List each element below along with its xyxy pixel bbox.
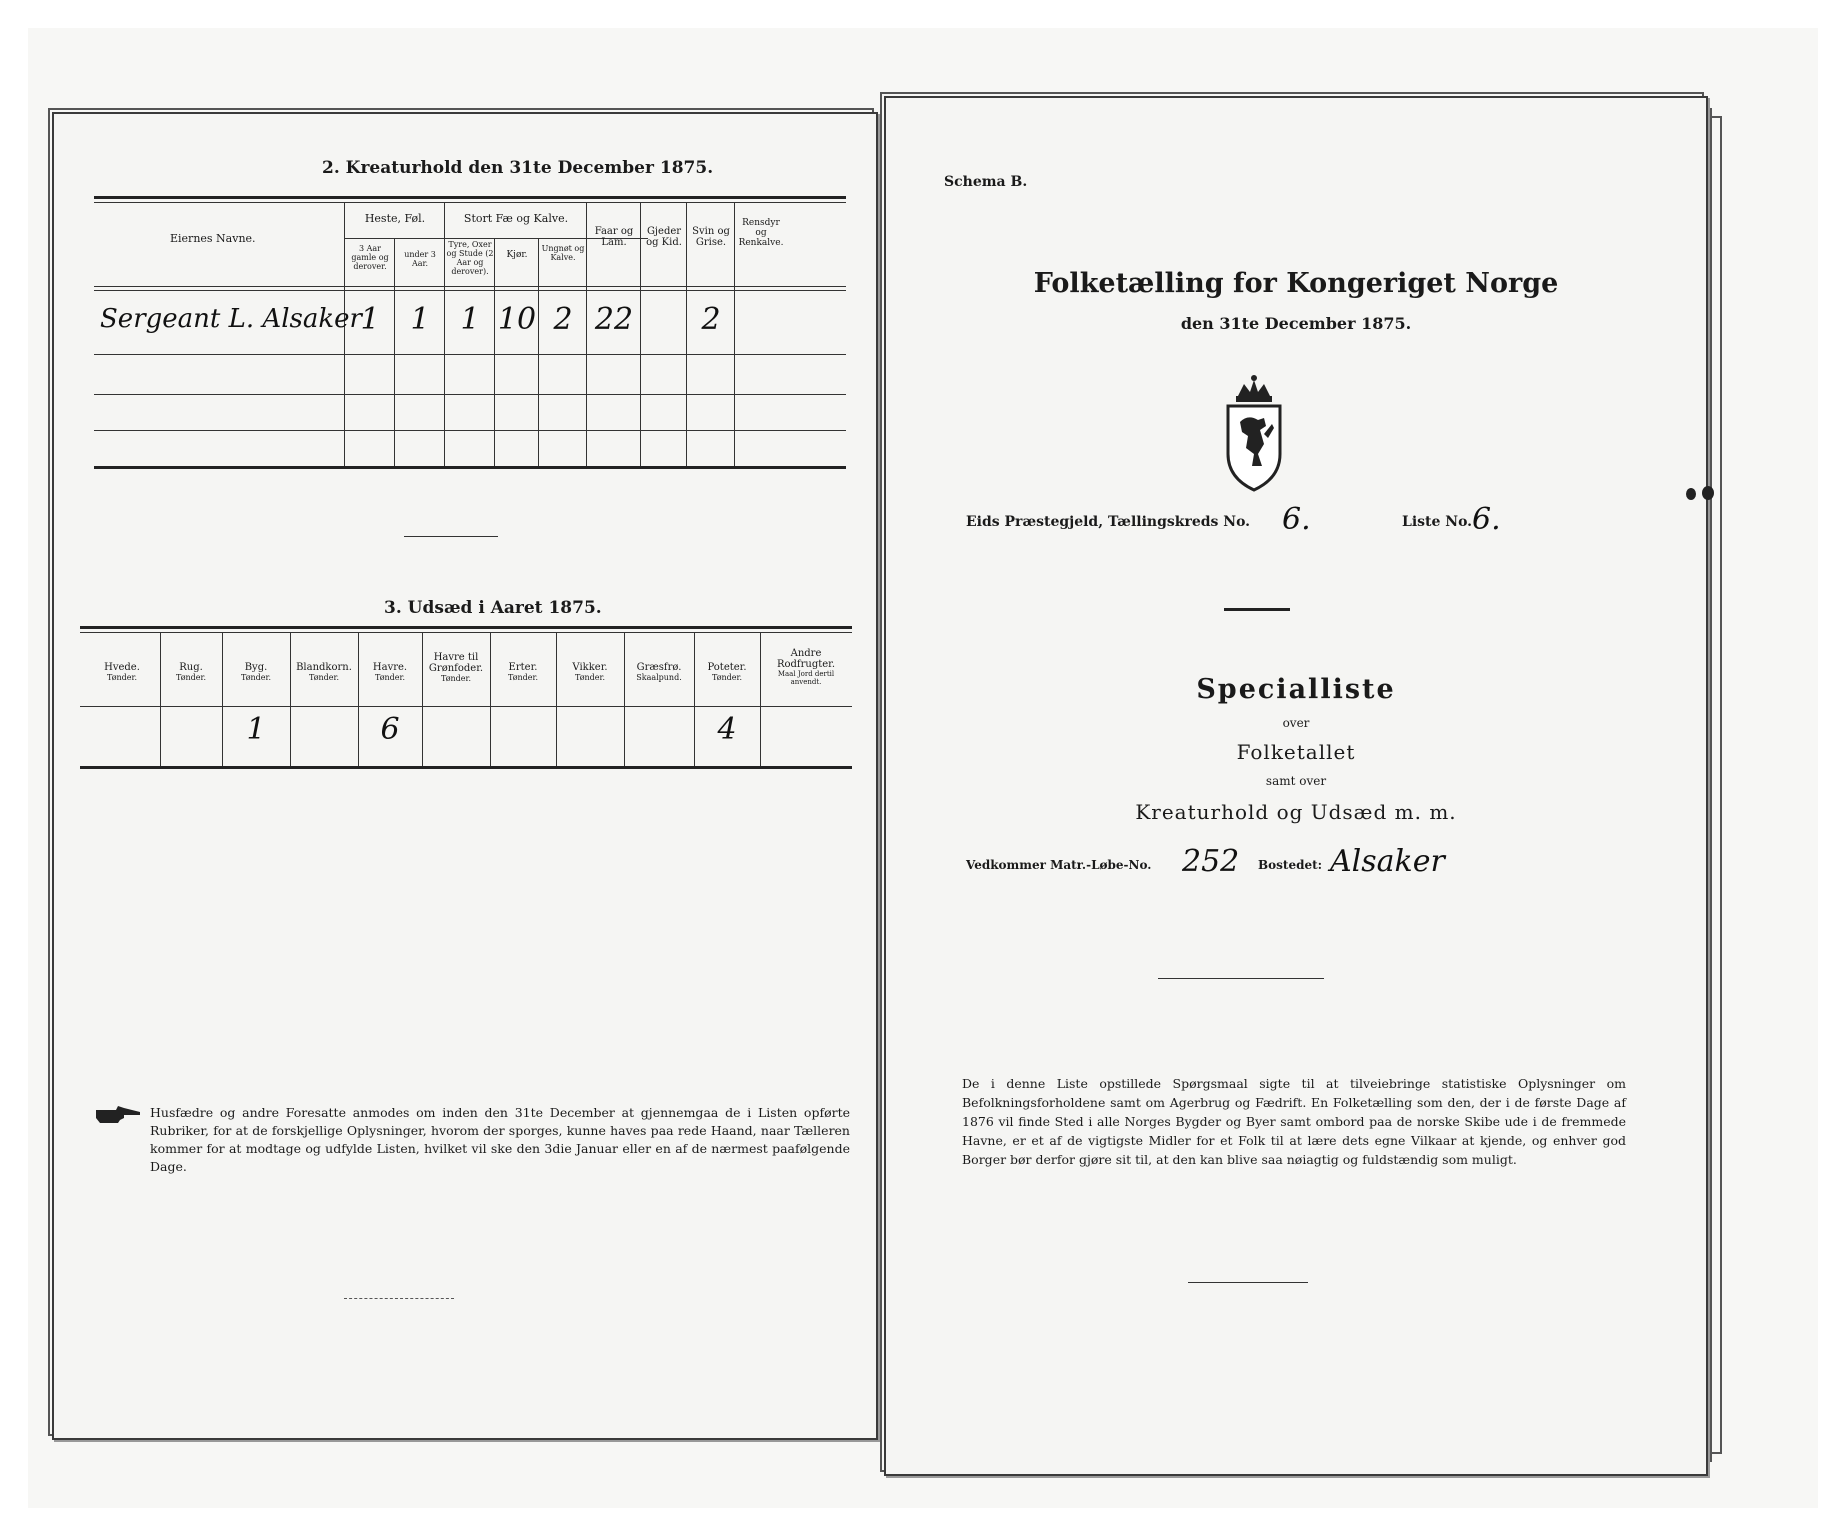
divider [1224, 608, 1290, 611]
samt-over-text: samt over [1265, 774, 1327, 788]
pigs-cell: 2 [701, 302, 721, 337]
header-sheep: Faar og Lam. [594, 226, 634, 248]
parish-label: Eids Præstegjeld, Tællingskreds No. [966, 514, 1251, 530]
list-number: 6. [1472, 502, 1501, 537]
divider [404, 536, 498, 537]
specialliste-heading: Specialliste [1196, 674, 1396, 705]
cows-cell: 10 [497, 302, 537, 337]
seed-col-andre: Andre Rodfrugter. Maal Jord dertil anvendt. [776, 648, 836, 686]
left-page [52, 112, 878, 1440]
seed-col-rug: Rug. Tønder. [175, 662, 207, 682]
bulls-cell: 1 [460, 302, 480, 337]
seed-col-erter: Erter. Tønder. [507, 662, 539, 682]
schema-label: Schema B. [944, 174, 1028, 190]
folketallet-text: Folketallet [1236, 740, 1356, 764]
seed-col-blandkorn: Blandkorn. Tønder. [296, 662, 352, 682]
seed-col-byg: Byg. Tønder. [240, 662, 272, 682]
over-text: over [1282, 716, 1310, 730]
owner-name-cell: Sergeant L. Alsaker [100, 304, 362, 334]
matr-number: 252 [1182, 844, 1240, 879]
date-line: den 31te December 1875. [1180, 314, 1412, 333]
pointing-hand-icon [94, 1104, 144, 1126]
header-goats: Gjeder og Kid. [646, 226, 682, 248]
seed-col-havre: Havre. Tønder. [372, 662, 408, 682]
divider [344, 1298, 454, 1299]
seed-col-graesfro: Græsfrø. Skaalpund. [636, 662, 682, 682]
section3-title: 3. Udsæd i Aaret 1875. [384, 598, 602, 618]
horses-old-cell: 1 [360, 302, 380, 337]
kreaturhold-text: Kreaturhold og Udsæd m. m. [1135, 800, 1457, 824]
main-title: Folketælling for Kongeriget Norge [1033, 268, 1559, 299]
divider [1158, 978, 1324, 979]
seed-col-hvede: Hvede. Tønder. [104, 662, 140, 682]
hole-mark [1702, 486, 1714, 500]
header-bulls: Tyre, Oxer og Stude (2 Aar og derover). [446, 240, 494, 276]
right-page [884, 96, 1708, 1476]
coat-of-arms-icon [1218, 374, 1290, 494]
sheep-cell: 22 [594, 302, 634, 337]
seed-col-vikker: Vikker. Tønder. [572, 662, 608, 682]
page-edge [1712, 116, 1722, 1454]
header-cows: Kjør. [506, 250, 528, 260]
bosted-label: Bostedet: [1258, 858, 1323, 872]
horses-young-cell: 1 [410, 302, 430, 337]
seed-col-havre-gronfoder: Havre til Grønfoder. Tønder. [428, 652, 484, 683]
header-young-cattle: Ungnøt og Kalve. [541, 244, 585, 262]
list-label: Liste No. [1402, 514, 1473, 530]
footer-text: De i denne Liste opstillede Spørgsmaal sigte til at tilveiebringe statistiske Oplysninger om Befolkningsforholdene samt om Agerbrug og Fædrift. En Folketælling som den, der i de første Dage af 1876 vil finde Sted i alle Norges Bygder og Byer samt ombord paa de norske Skibe ude i de fremmede Havne, er et af de vigtigste Midler for et Folk til at lære dets egne Vilkaar at kjende, og enhver god Borger bør derfor gjøre sit til, at den kan blive saa nøiagtig og fuldstændig som muligt. [962, 1076, 1626, 1167]
header-horses-old: 3 Aar gamle og derover. [351, 244, 389, 271]
seed-col-poteter: Poteter. Tønder. [707, 662, 747, 682]
bosted-value: Alsaker [1330, 844, 1445, 879]
header-pigs: Svin og Grise. [692, 226, 730, 248]
hole-mark [1686, 488, 1696, 500]
seed-value-havre: 6 [380, 712, 400, 747]
header-horses: Heste, Føl. [364, 212, 426, 225]
notice-text: Husfædre og andre Foresatte anmodes om inden den 31te December at gjennemgaa de i Listen opførte Rubriker, for at de forskjellige Oplysninger, hvorom der sporges, kunne haves paa rede Haand, naar Tælleren kommer for at modtage og udfylde Listen, hvilket vil ske den 3die Januar eller en af de nærmest paafølgende Dage. [150, 1105, 850, 1174]
header-horses-young: under 3 Aar. [404, 250, 436, 268]
section2-title: 2. Kreaturhold den 31te December 1875. [322, 158, 714, 178]
header-cattle: Stort Fæ og Kalve. [463, 212, 569, 225]
header-owner-names: Eiernes Navne. [170, 232, 256, 245]
district-number: 6. [1282, 502, 1311, 537]
young-cattle-cell: 2 [553, 302, 573, 337]
matr-label: Vedkommer Matr.-Løbe-No. [966, 858, 1152, 872]
header-reindeer: Rensdyr og Renkalve. [738, 218, 784, 248]
seed-value-poteter: 4 [717, 712, 737, 747]
divider [1188, 1282, 1308, 1283]
seed-value-byg: 1 [246, 712, 266, 747]
